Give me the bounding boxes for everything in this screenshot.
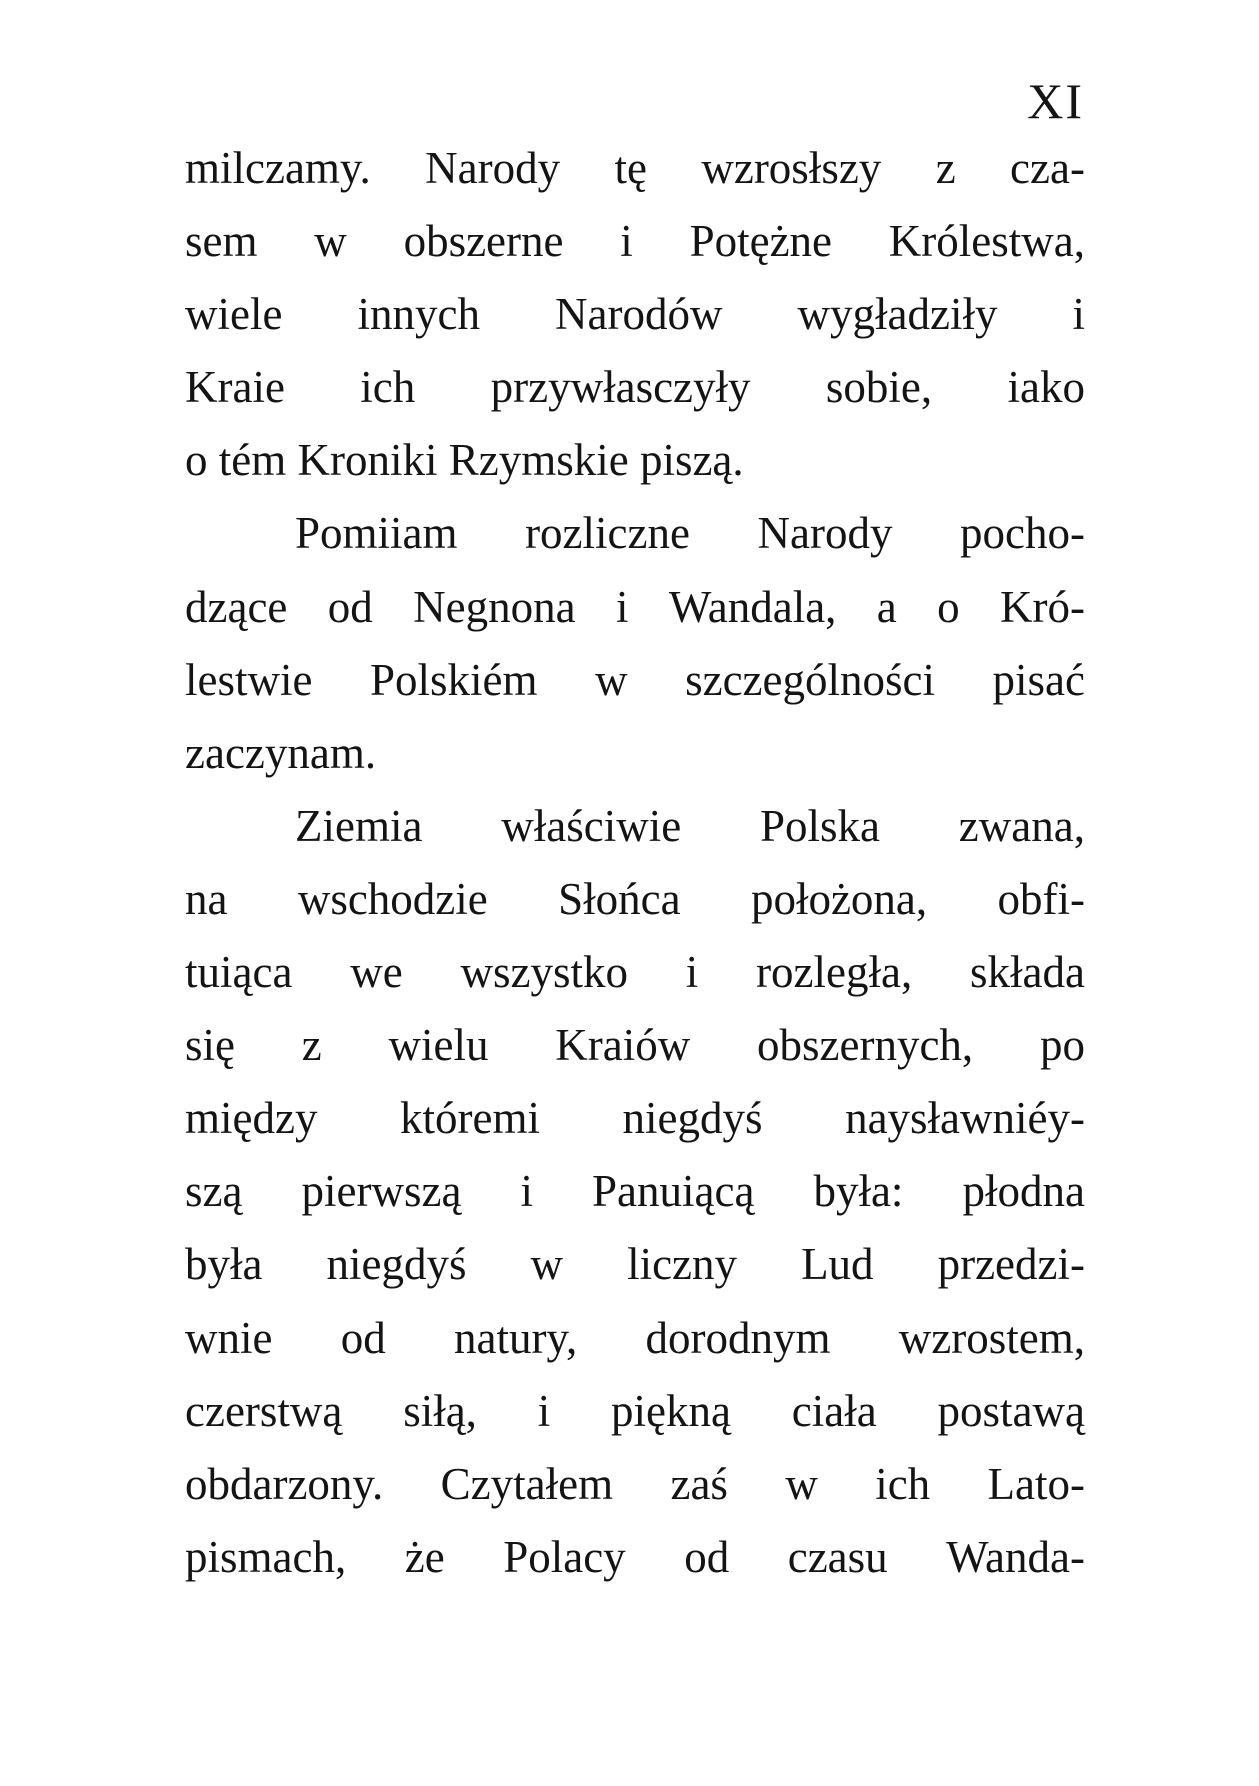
text-line: się z wielu Kraiów obszernych, po: [185, 1020, 1085, 1071]
text-line: była niegdyś w liczny Lud przedzi-: [185, 1239, 1085, 1290]
text-line: lestwie Polskiém w szczególności pisać: [185, 654, 1085, 705]
text-line: szą pierwszą i Panuiącą była: płodna: [185, 1166, 1085, 1217]
text-line: zaczynam.: [185, 727, 377, 778]
text-line: czerstwą siłą, i piękną ciała postawą: [185, 1385, 1085, 1436]
text-block: [185, 132, 1085, 1594]
text-line: o tém Kroniki Rzymskie piszą.: [185, 435, 744, 486]
text-line: między któremi niegdyś naysławniéy-: [185, 1093, 1085, 1144]
text-line: wnie od natury, dorodnym wzrostem,: [185, 1312, 1085, 1363]
text-line: tuiąca we wszystko i rozległa, składa: [185, 947, 1085, 998]
text-line: dzące od Negnona i Wandala, a o Kró-: [185, 581, 1085, 632]
text-line: milczamy. Narody tę wzrosłszy z cza-: [185, 143, 1085, 193]
page-number: XI: [1027, 73, 1084, 129]
text-line: na wschodzie Słońca położona, obfi-: [185, 873, 1085, 924]
text-line: Pomiiam rozliczne Narody pocho-: [295, 508, 1085, 559]
text-line: sem w obszerne i Potężne Królestwa,: [185, 216, 1085, 267]
text-line: wiele innych Narodów wygładziły i: [185, 289, 1085, 340]
text-line: Ziemia właściwie Polska zwana,: [295, 800, 1085, 851]
text-line: obdarzony. Czytałem zaś w ich Lato-: [185, 1458, 1085, 1509]
text-line: Kraie ich przywłasczyły sobie, iako: [185, 362, 1085, 413]
text-line: pismach, że Polacy od czasu Wanda-: [185, 1531, 1085, 1582]
